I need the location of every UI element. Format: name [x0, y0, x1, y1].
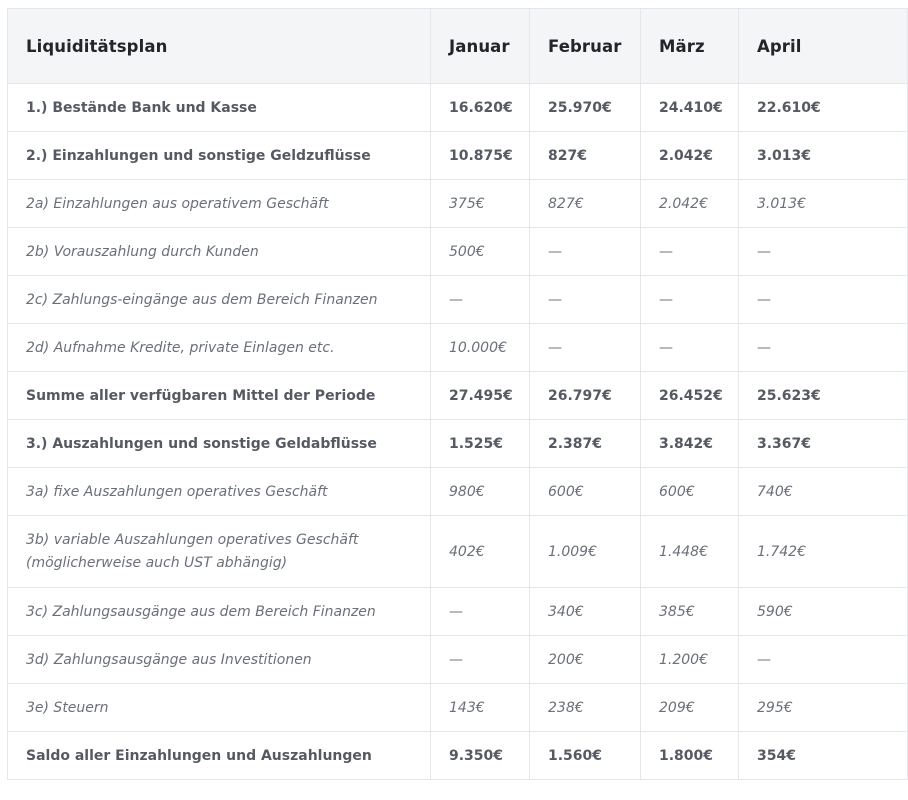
row-label: 1.) Bestände Bank und Kasse: [8, 84, 431, 132]
row-label: 3.) Auszahlungen und sonstige Geldabflüsse: [8, 420, 431, 468]
table-header-row: [8, 9, 908, 84]
cell-value: 827€: [530, 180, 641, 228]
table-row: [8, 468, 908, 516]
cell-value: 1.800€: [641, 732, 739, 780]
cell-value: 22.610€: [739, 84, 908, 132]
header-month-maerz: März: [641, 9, 739, 84]
cell-value: 1.200€: [641, 636, 739, 684]
cell-value: 3.367€: [739, 420, 908, 468]
cell-value: —: [641, 228, 739, 276]
cell-value: 3.842€: [641, 420, 739, 468]
cell-value: 2.042€: [641, 132, 739, 180]
cell-value: 1.525€: [431, 420, 530, 468]
cell-value: 827€: [530, 132, 641, 180]
cell-value: —: [530, 228, 641, 276]
row-label: 3e) Steuern: [8, 684, 431, 732]
table-row: [8, 588, 908, 636]
cell-value: 27.495€: [431, 372, 530, 420]
cell-value: 354€: [739, 732, 908, 780]
cell-value: 209€: [641, 684, 739, 732]
table-row: [8, 684, 908, 732]
cell-value: —: [431, 276, 530, 324]
cell-value: 1.560€: [530, 732, 641, 780]
cell-value: 500€: [431, 228, 530, 276]
cell-value: —: [739, 636, 908, 684]
cell-value: 200€: [530, 636, 641, 684]
cell-value: —: [641, 276, 739, 324]
cell-value: 10.000€: [431, 324, 530, 372]
cell-value: 1.742€: [739, 516, 908, 588]
cell-value: 600€: [530, 468, 641, 516]
cell-value: —: [739, 228, 908, 276]
table-row: [8, 180, 908, 228]
cell-value: —: [431, 588, 530, 636]
cell-value: —: [530, 324, 641, 372]
table-row: [8, 372, 908, 420]
table-row: [8, 228, 908, 276]
header-month-april: April: [739, 9, 908, 84]
cell-value: 3.013€: [739, 132, 908, 180]
row-label: 3b) variable Auszahlungen operatives Geschäft (möglicherweise auch UST abhängig): [8, 516, 431, 588]
row-label: 3c) Zahlungsausgänge aus dem Bereich Finanzen: [8, 588, 431, 636]
header-month-januar: Januar: [431, 9, 530, 84]
cell-value: —: [739, 324, 908, 372]
cell-value: 980€: [431, 468, 530, 516]
cell-value: —: [641, 324, 739, 372]
cell-value: 375€: [431, 180, 530, 228]
cell-value: 25.623€: [739, 372, 908, 420]
header-month-februar: Februar: [530, 9, 641, 84]
cell-value: 25.970€: [530, 84, 641, 132]
cell-value: 9.350€: [431, 732, 530, 780]
cell-value: 2.042€: [641, 180, 739, 228]
cell-value: 26.452€: [641, 372, 739, 420]
table-row: [8, 132, 908, 180]
liquidity-plan-container: [7, 8, 907, 780]
row-label: 2a) Einzahlungen aus operativem Geschäft: [8, 180, 431, 228]
cell-value: 340€: [530, 588, 641, 636]
cell-value: 16.620€: [431, 84, 530, 132]
cell-value: 740€: [739, 468, 908, 516]
cell-value: 238€: [530, 684, 641, 732]
cell-value: 1.009€: [530, 516, 641, 588]
row-label: 2b) Vorauszahlung durch Kunden: [8, 228, 431, 276]
row-label: 3d) Zahlungsausgänge aus Investitionen: [8, 636, 431, 684]
cell-value: 385€: [641, 588, 739, 636]
row-label: Summe aller verfügbaren Mittel der Periode: [8, 372, 431, 420]
cell-value: 24.410€: [641, 84, 739, 132]
row-label: 3a) fixe Auszahlungen operatives Geschäft: [8, 468, 431, 516]
cell-value: 143€: [431, 684, 530, 732]
cell-value: 295€: [739, 684, 908, 732]
cell-value: 402€: [431, 516, 530, 588]
cell-value: 10.875€: [431, 132, 530, 180]
cell-value: —: [739, 276, 908, 324]
cell-value: 26.797€: [530, 372, 641, 420]
table-row: [8, 84, 908, 132]
cell-value: 590€: [739, 588, 908, 636]
cell-value: 2.387€: [530, 420, 641, 468]
row-label: 2d) Aufnahme Kredite, private Einlagen etc.: [8, 324, 431, 372]
cell-value: —: [431, 636, 530, 684]
liquidity-plan-table: [7, 8, 908, 780]
row-label: 2c) Zahlungs-eingänge aus dem Bereich Finanzen: [8, 276, 431, 324]
row-label: 2.) Einzahlungen und sonstige Geldzuflüsse: [8, 132, 431, 180]
cell-value: 600€: [641, 468, 739, 516]
row-label: Saldo aller Einzahlungen und Auszahlungen: [8, 732, 431, 780]
table-row: [8, 636, 908, 684]
header-title: Liquiditätsplan: [8, 9, 431, 84]
table-row: [8, 732, 908, 780]
cell-value: 1.448€: [641, 516, 739, 588]
cell-value: —: [530, 276, 641, 324]
cell-value: 3.013€: [739, 180, 908, 228]
table-row: [8, 324, 908, 372]
table-row: [8, 420, 908, 468]
table-row: [8, 516, 908, 588]
table-row: [8, 276, 908, 324]
